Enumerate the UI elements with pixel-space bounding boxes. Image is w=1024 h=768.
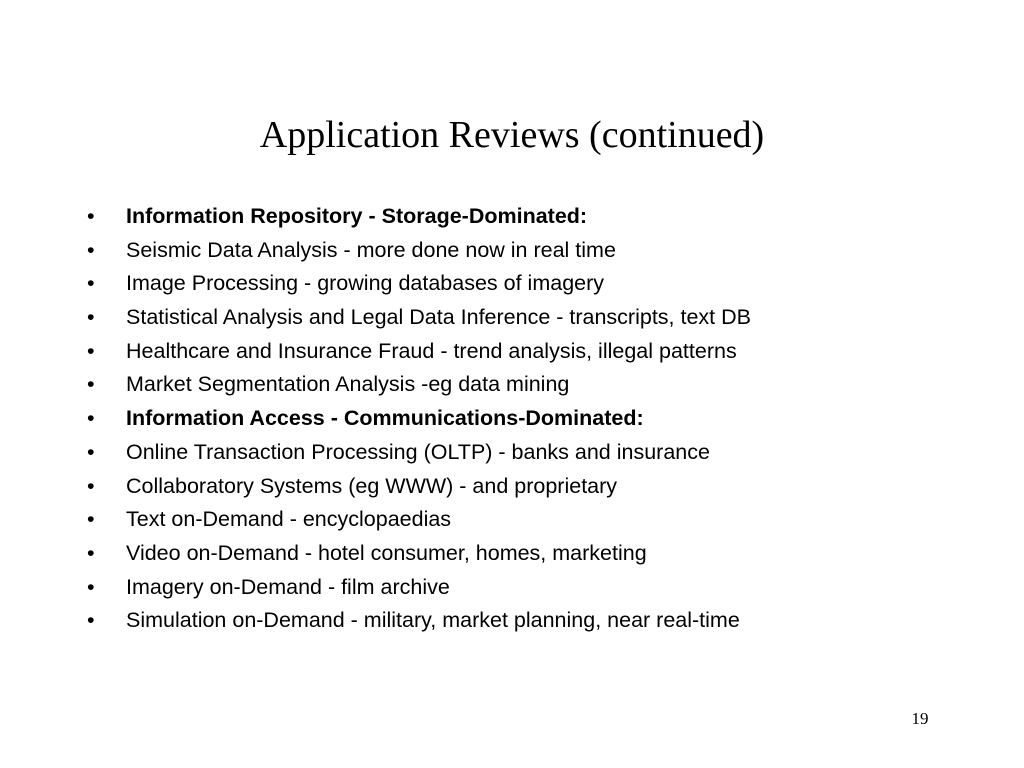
bullet-dot-icon: • (87, 271, 95, 296)
slide-title: Application Reviews (continued) (259, 114, 765, 156)
bullet-dot-icon: • (87, 574, 95, 599)
bullet-text: Healthcare and Insurance Fraud - trend analysis, illegal patterns (126, 338, 737, 363)
bullet-text: Online Transaction Processing (OLTP) - banks and insurance (126, 439, 710, 464)
bullet-dot-icon: • (87, 406, 95, 431)
bullet-item-healthcare (0, 335, 1024, 369)
bullet-item-seismic (0, 234, 1024, 268)
bullet-item-video-on-demand (0, 537, 1024, 571)
bullet-text: Text on-Demand - encyclopaedias (126, 507, 452, 532)
bullet-text: Imagery on-Demand - film archive (126, 574, 450, 599)
bullet-dot-icon: • (87, 338, 95, 363)
bullet-item-market-segmentation (0, 368, 1024, 402)
bullet-item-imagery-on-demand (0, 571, 1024, 605)
bullet-item-image-processing (0, 267, 1024, 301)
bullet-item-simulation-on-demand (0, 604, 1024, 638)
bullet-dot-icon: • (87, 204, 95, 228)
bullet-text: Image Processing - growing databases of imagery (126, 271, 605, 296)
bullet-text: Information Access - Communications-Dominated: (126, 406, 644, 431)
bullet-text: Video on-Demand - hotel consumer, homes, marketing (126, 540, 647, 565)
page-number: 19 (911, 709, 929, 728)
bullet-dot-icon: • (87, 608, 95, 633)
bullet-dot-icon: • (87, 540, 95, 565)
bullet-item-text-on-demand (0, 503, 1024, 537)
bullet-dot-icon: • (87, 439, 95, 464)
bullet-dot-icon: • (87, 507, 95, 532)
bullet-dot-icon: • (87, 305, 95, 330)
bullet-text: Seismic Data Analysis - more done now in real time (126, 237, 616, 262)
bullet-item-communications-dominated (0, 402, 1024, 436)
bullet-text: Collaboratory Systems (eg WWW) - and proprietary (126, 473, 618, 498)
bullet-dot-icon: • (87, 473, 95, 498)
bullet-item-statistical (0, 301, 1024, 335)
bullet-list (0, 200, 1024, 638)
bullet-text: Statistical Analysis and Legal Data Inference - transcripts, text DB (126, 305, 751, 330)
bullet-item-storage-dominated (0, 200, 1024, 234)
bullet-text: Market Segmentation Analysis -eg data mining (126, 372, 570, 397)
bullet-dot-icon: • (87, 237, 95, 262)
bullet-text: Simulation on-Demand - military, market planning, near real-time (126, 608, 740, 633)
bullet-dot-icon: • (87, 372, 95, 397)
bullet-item-oltp (0, 436, 1024, 470)
bullet-item-collaboratory (0, 470, 1024, 504)
bullet-text: Information Repository - Storage-Dominated: (126, 204, 588, 228)
